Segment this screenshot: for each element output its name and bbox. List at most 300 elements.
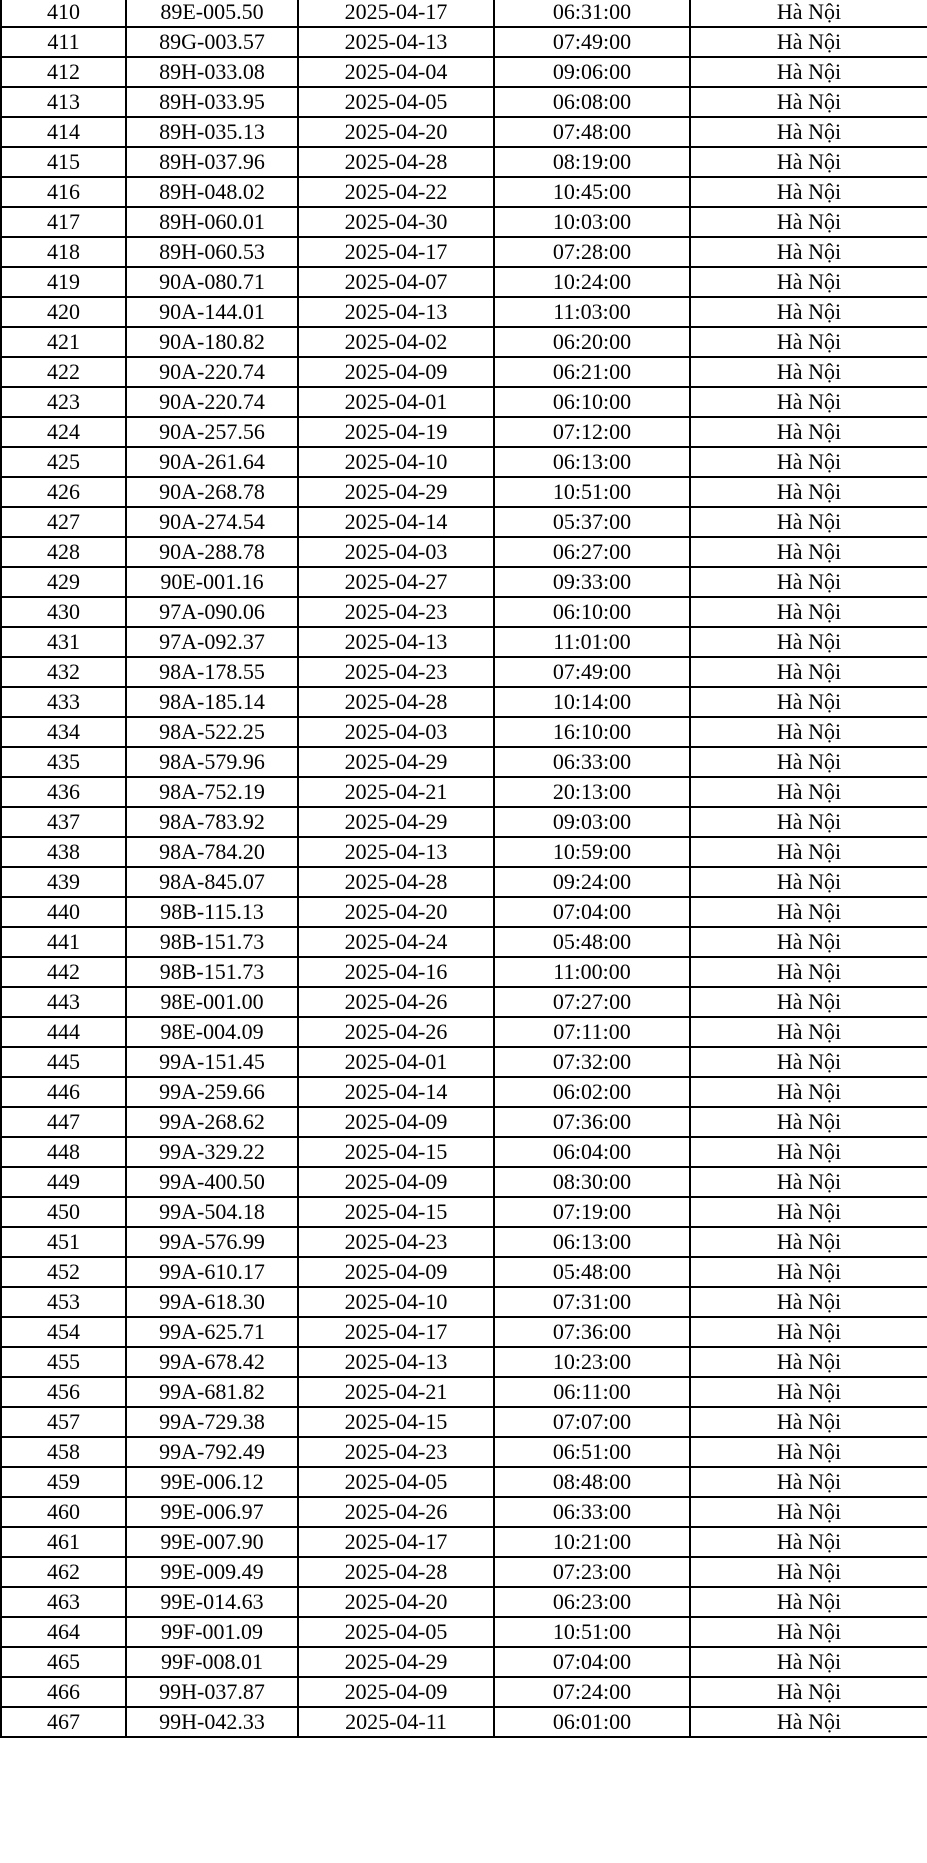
location-cell: Hà Nội [690, 327, 927, 357]
location-cell: Hà Nội [690, 0, 927, 27]
time-cell: 06:11:00 [494, 1377, 690, 1407]
plate-number-cell: 98A-752.19 [126, 777, 298, 807]
table-row [1, 597, 927, 627]
time-cell: 08:48:00 [494, 1467, 690, 1497]
time-cell: 07:36:00 [494, 1317, 690, 1347]
table-row [1, 477, 927, 507]
date-cell: 2025-04-19 [298, 417, 494, 447]
row-number-cell: 422 [1, 357, 126, 387]
time-cell: 07:49:00 [494, 27, 690, 57]
plate-number-cell: 99E-007.90 [126, 1527, 298, 1557]
date-cell: 2025-04-01 [298, 387, 494, 417]
date-cell: 2025-04-16 [298, 957, 494, 987]
table-row [1, 1107, 927, 1137]
date-cell: 2025-04-23 [298, 597, 494, 627]
location-cell: Hà Nội [690, 1347, 927, 1377]
location-cell: Hà Nội [690, 537, 927, 567]
row-number-cell: 458 [1, 1437, 126, 1467]
table-row [1, 417, 927, 447]
plate-number-cell: 89H-060.53 [126, 237, 298, 267]
time-cell: 07:24:00 [494, 1677, 690, 1707]
location-cell: Hà Nội [690, 1197, 927, 1227]
plate-number-cell: 90A-220.74 [126, 387, 298, 417]
row-number-cell: 432 [1, 657, 126, 687]
time-cell: 07:19:00 [494, 1197, 690, 1227]
row-number-cell: 449 [1, 1167, 126, 1197]
row-number-cell: 437 [1, 807, 126, 837]
table-row [1, 327, 927, 357]
plate-number-cell: 99A-625.71 [126, 1317, 298, 1347]
location-cell: Hà Nội [690, 507, 927, 537]
date-cell: 2025-04-26 [298, 1497, 494, 1527]
location-cell: Hà Nội [690, 657, 927, 687]
time-cell: 07:48:00 [494, 117, 690, 147]
plate-number-cell: 90A-220.74 [126, 357, 298, 387]
location-cell: Hà Nội [690, 87, 927, 117]
location-cell: Hà Nội [690, 897, 927, 927]
table-row [1, 837, 927, 867]
row-number-cell: 463 [1, 1587, 126, 1617]
location-cell: Hà Nội [690, 1227, 927, 1257]
row-number-cell: 424 [1, 417, 126, 447]
time-cell: 07:04:00 [494, 1647, 690, 1677]
table-row [1, 537, 927, 567]
plate-number-cell: 98B-151.73 [126, 927, 298, 957]
date-cell: 2025-04-07 [298, 267, 494, 297]
plate-number-cell: 98B-115.13 [126, 897, 298, 927]
time-cell: 11:00:00 [494, 957, 690, 987]
time-cell: 07:49:00 [494, 657, 690, 687]
location-cell: Hà Nội [690, 1437, 927, 1467]
date-cell: 2025-04-05 [298, 1467, 494, 1497]
date-cell: 2025-04-30 [298, 207, 494, 237]
location-cell: Hà Nội [690, 1467, 927, 1497]
row-number-cell: 433 [1, 687, 126, 717]
table-row [1, 1317, 927, 1347]
date-cell: 2025-04-17 [298, 1317, 494, 1347]
row-number-cell: 412 [1, 57, 126, 87]
plate-number-cell: 99A-729.38 [126, 1407, 298, 1437]
plate-number-cell: 98E-004.09 [126, 1017, 298, 1047]
table-row [1, 1437, 927, 1467]
table-row [1, 207, 927, 237]
date-cell: 2025-04-28 [298, 687, 494, 717]
date-cell: 2025-04-28 [298, 1557, 494, 1587]
date-cell: 2025-04-13 [298, 1347, 494, 1377]
date-cell: 2025-04-14 [298, 1077, 494, 1107]
plate-number-cell: 89H-060.01 [126, 207, 298, 237]
date-cell: 2025-04-03 [298, 537, 494, 567]
row-number-cell: 442 [1, 957, 126, 987]
date-cell: 2025-04-10 [298, 1287, 494, 1317]
time-cell: 06:23:00 [494, 1587, 690, 1617]
time-cell: 10:24:00 [494, 267, 690, 297]
row-number-cell: 467 [1, 1707, 126, 1737]
location-cell: Hà Nội [690, 597, 927, 627]
location-cell: Hà Nội [690, 627, 927, 657]
time-cell: 09:33:00 [494, 567, 690, 597]
location-cell: Hà Nội [690, 1287, 927, 1317]
plate-number-cell: 98A-845.07 [126, 867, 298, 897]
location-cell: Hà Nội [690, 987, 927, 1017]
table-row [1, 1647, 927, 1677]
date-cell: 2025-04-29 [298, 747, 494, 777]
date-cell: 2025-04-14 [298, 507, 494, 537]
table-row [1, 1617, 927, 1647]
plate-number-cell: 99E-006.97 [126, 1497, 298, 1527]
plate-number-cell: 90E-001.16 [126, 567, 298, 597]
time-cell: 10:51:00 [494, 477, 690, 507]
row-number-cell: 414 [1, 117, 126, 147]
location-cell: Hà Nội [690, 1527, 927, 1557]
plate-number-cell: 98A-579.96 [126, 747, 298, 777]
time-cell: 10:14:00 [494, 687, 690, 717]
date-cell: 2025-04-13 [298, 627, 494, 657]
time-cell: 08:19:00 [494, 147, 690, 177]
location-cell: Hà Nội [690, 567, 927, 597]
table-row [1, 387, 927, 417]
date-cell: 2025-04-15 [298, 1137, 494, 1167]
time-cell: 06:27:00 [494, 537, 690, 567]
date-cell: 2025-04-05 [298, 1617, 494, 1647]
table-row [1, 1467, 927, 1497]
table-row [1, 777, 927, 807]
table-row [1, 177, 927, 207]
row-number-cell: 419 [1, 267, 126, 297]
location-cell: Hà Nội [690, 297, 927, 327]
table-row [1, 567, 927, 597]
date-cell: 2025-04-24 [298, 927, 494, 957]
time-cell: 05:48:00 [494, 927, 690, 957]
plate-number-cell: 99H-042.33 [126, 1707, 298, 1737]
location-cell: Hà Nội [690, 1707, 927, 1737]
date-cell: 2025-04-23 [298, 1437, 494, 1467]
plate-number-cell: 89H-033.95 [126, 87, 298, 117]
date-cell: 2025-04-17 [298, 0, 494, 27]
date-cell: 2025-04-20 [298, 117, 494, 147]
row-number-cell: 418 [1, 237, 126, 267]
location-cell: Hà Nội [690, 1497, 927, 1527]
location-cell: Hà Nội [690, 1647, 927, 1677]
table-row [1, 147, 927, 177]
date-cell: 2025-04-09 [298, 1677, 494, 1707]
row-number-cell: 415 [1, 147, 126, 177]
time-cell: 05:48:00 [494, 1257, 690, 1287]
row-number-cell: 425 [1, 447, 126, 477]
table-row [1, 867, 927, 897]
location-cell: Hà Nội [690, 237, 927, 267]
location-cell: Hà Nội [690, 867, 927, 897]
table-body [1, 0, 927, 1737]
time-cell: 07:11:00 [494, 1017, 690, 1047]
date-cell: 2025-04-05 [298, 87, 494, 117]
table-row [1, 747, 927, 777]
row-number-cell: 444 [1, 1017, 126, 1047]
table-row [1, 1497, 927, 1527]
row-number-cell: 455 [1, 1347, 126, 1377]
date-cell: 2025-04-13 [298, 27, 494, 57]
plate-number-cell: 89H-048.02 [126, 177, 298, 207]
location-cell: Hà Nội [690, 1377, 927, 1407]
plate-number-cell: 90A-268.78 [126, 477, 298, 507]
table-row [1, 117, 927, 147]
table-row [1, 957, 927, 987]
plate-number-cell: 98A-783.92 [126, 807, 298, 837]
time-cell: 06:20:00 [494, 327, 690, 357]
plate-number-cell: 89G-003.57 [126, 27, 298, 57]
table-row [1, 657, 927, 687]
table-row [1, 27, 927, 57]
location-cell: Hà Nội [690, 387, 927, 417]
plate-number-cell: 89H-035.13 [126, 117, 298, 147]
location-cell: Hà Nội [690, 927, 927, 957]
table-row [1, 1587, 927, 1617]
row-number-cell: 431 [1, 627, 126, 657]
date-cell: 2025-04-22 [298, 177, 494, 207]
date-cell: 2025-04-29 [298, 1647, 494, 1677]
plate-number-cell: 89H-037.96 [126, 147, 298, 177]
table-row [1, 1377, 927, 1407]
row-number-cell: 456 [1, 1377, 126, 1407]
time-cell: 10:21:00 [494, 1527, 690, 1557]
location-cell: Hà Nội [690, 1407, 927, 1437]
plate-number-cell: 99E-006.12 [126, 1467, 298, 1497]
table-row [1, 507, 927, 537]
row-number-cell: 454 [1, 1317, 126, 1347]
time-cell: 09:24:00 [494, 867, 690, 897]
date-cell: 2025-04-21 [298, 777, 494, 807]
time-cell: 20:13:00 [494, 777, 690, 807]
table-row [1, 1047, 927, 1077]
date-cell: 2025-04-11 [298, 1707, 494, 1737]
location-cell: Hà Nội [690, 1587, 927, 1617]
date-cell: 2025-04-09 [298, 1167, 494, 1197]
table-row [1, 0, 927, 27]
location-cell: Hà Nội [690, 807, 927, 837]
time-cell: 05:37:00 [494, 507, 690, 537]
table-row [1, 687, 927, 717]
table-row [1, 297, 927, 327]
location-cell: Hà Nội [690, 957, 927, 987]
table-row [1, 807, 927, 837]
date-cell: 2025-04-01 [298, 1047, 494, 1077]
time-cell: 10:45:00 [494, 177, 690, 207]
date-cell: 2025-04-03 [298, 717, 494, 747]
plate-number-cell: 90A-274.54 [126, 507, 298, 537]
time-cell: 07:04:00 [494, 897, 690, 927]
date-cell: 2025-04-21 [298, 1377, 494, 1407]
location-cell: Hà Nội [690, 1617, 927, 1647]
row-number-cell: 466 [1, 1677, 126, 1707]
date-cell: 2025-04-09 [298, 357, 494, 387]
date-cell: 2025-04-17 [298, 1527, 494, 1557]
plate-number-cell: 99A-610.17 [126, 1257, 298, 1287]
table-row [1, 1137, 927, 1167]
location-cell: Hà Nội [690, 207, 927, 237]
table-row [1, 927, 927, 957]
row-number-cell: 445 [1, 1047, 126, 1077]
time-cell: 08:30:00 [494, 1167, 690, 1197]
location-cell: Hà Nội [690, 267, 927, 297]
date-cell: 2025-04-09 [298, 1257, 494, 1287]
row-number-cell: 448 [1, 1137, 126, 1167]
date-cell: 2025-04-28 [298, 147, 494, 177]
location-cell: Hà Nội [690, 687, 927, 717]
row-number-cell: 464 [1, 1617, 126, 1647]
date-cell: 2025-04-29 [298, 807, 494, 837]
time-cell: 16:10:00 [494, 717, 690, 747]
plate-number-cell: 99E-014.63 [126, 1587, 298, 1617]
location-cell: Hà Nội [690, 1167, 927, 1197]
location-cell: Hà Nội [690, 1557, 927, 1587]
row-number-cell: 436 [1, 777, 126, 807]
location-cell: Hà Nội [690, 57, 927, 87]
plate-number-cell: 90A-144.01 [126, 297, 298, 327]
row-number-cell: 459 [1, 1467, 126, 1497]
plate-number-cell: 99F-001.09 [126, 1617, 298, 1647]
row-number-cell: 410 [1, 0, 126, 27]
date-cell: 2025-04-23 [298, 657, 494, 687]
table-row [1, 57, 927, 87]
table-row [1, 1407, 927, 1437]
plate-number-cell: 99A-678.42 [126, 1347, 298, 1377]
plate-number-cell: 89E-005.50 [126, 0, 298, 27]
row-number-cell: 451 [1, 1227, 126, 1257]
table-row [1, 1557, 927, 1587]
table-row [1, 1527, 927, 1557]
location-cell: Hà Nội [690, 117, 927, 147]
plate-number-cell: 99A-504.18 [126, 1197, 298, 1227]
plate-number-cell: 99H-037.87 [126, 1677, 298, 1707]
date-cell: 2025-04-23 [298, 1227, 494, 1257]
plate-number-cell: 99A-792.49 [126, 1437, 298, 1467]
time-cell: 10:59:00 [494, 837, 690, 867]
row-number-cell: 461 [1, 1527, 126, 1557]
time-cell: 07:32:00 [494, 1047, 690, 1077]
row-number-cell: 450 [1, 1197, 126, 1227]
table-row [1, 237, 927, 267]
location-cell: Hà Nội [690, 1107, 927, 1137]
table-row [1, 1197, 927, 1227]
time-cell: 07:31:00 [494, 1287, 690, 1317]
time-cell: 06:31:00 [494, 0, 690, 27]
time-cell: 10:51:00 [494, 1617, 690, 1647]
date-cell: 2025-04-20 [298, 897, 494, 927]
time-cell: 06:21:00 [494, 357, 690, 387]
row-number-cell: 434 [1, 717, 126, 747]
row-number-cell: 452 [1, 1257, 126, 1287]
table-row [1, 987, 927, 1017]
date-cell: 2025-04-27 [298, 567, 494, 597]
row-number-cell: 430 [1, 597, 126, 627]
plate-number-cell: 97A-092.37 [126, 627, 298, 657]
date-cell: 2025-04-04 [298, 57, 494, 87]
location-cell: Hà Nội [690, 777, 927, 807]
plate-number-cell: 89H-033.08 [126, 57, 298, 87]
row-number-cell: 462 [1, 1557, 126, 1587]
table-row [1, 1287, 927, 1317]
row-number-cell: 420 [1, 297, 126, 327]
time-cell: 06:01:00 [494, 1707, 690, 1737]
table-row [1, 1257, 927, 1287]
table-row [1, 357, 927, 387]
row-number-cell: 443 [1, 987, 126, 1017]
table-row [1, 1167, 927, 1197]
date-cell: 2025-04-15 [298, 1197, 494, 1227]
plate-number-cell: 99F-008.01 [126, 1647, 298, 1677]
location-cell: Hà Nội [690, 1017, 927, 1047]
time-cell: 07:12:00 [494, 417, 690, 447]
time-cell: 06:02:00 [494, 1077, 690, 1107]
row-number-cell: 447 [1, 1107, 126, 1137]
row-number-cell: 428 [1, 537, 126, 567]
time-cell: 07:23:00 [494, 1557, 690, 1587]
date-cell: 2025-04-02 [298, 327, 494, 357]
date-cell: 2025-04-17 [298, 237, 494, 267]
plate-number-cell: 99A-681.82 [126, 1377, 298, 1407]
plate-number-cell: 98A-185.14 [126, 687, 298, 717]
plate-number-cell: 98E-001.00 [126, 987, 298, 1017]
row-number-cell: 423 [1, 387, 126, 417]
date-cell: 2025-04-13 [298, 837, 494, 867]
location-cell: Hà Nội [690, 747, 927, 777]
location-cell: Hà Nội [690, 717, 927, 747]
table-row [1, 267, 927, 297]
location-cell: Hà Nội [690, 357, 927, 387]
time-cell: 11:01:00 [494, 627, 690, 657]
row-number-cell: 439 [1, 867, 126, 897]
plate-number-cell: 99A-400.50 [126, 1167, 298, 1197]
time-cell: 07:27:00 [494, 987, 690, 1017]
date-cell: 2025-04-15 [298, 1407, 494, 1437]
location-cell: Hà Nội [690, 477, 927, 507]
row-number-cell: 435 [1, 747, 126, 777]
location-cell: Hà Nội [690, 1257, 927, 1287]
time-cell: 06:10:00 [494, 387, 690, 417]
date-cell: 2025-04-09 [298, 1107, 494, 1137]
location-cell: Hà Nội [690, 1047, 927, 1077]
location-cell: Hà Nội [690, 837, 927, 867]
time-cell: 06:13:00 [494, 1227, 690, 1257]
plate-number-cell: 97A-090.06 [126, 597, 298, 627]
row-number-cell: 421 [1, 327, 126, 357]
time-cell: 07:28:00 [494, 237, 690, 267]
plate-number-cell: 99A-259.66 [126, 1077, 298, 1107]
location-cell: Hà Nội [690, 1317, 927, 1347]
plate-number-cell: 90A-257.56 [126, 417, 298, 447]
date-cell: 2025-04-29 [298, 477, 494, 507]
row-number-cell: 429 [1, 567, 126, 597]
row-number-cell: 411 [1, 27, 126, 57]
time-cell: 06:10:00 [494, 597, 690, 627]
row-number-cell: 427 [1, 507, 126, 537]
row-number-cell: 453 [1, 1287, 126, 1317]
date-cell: 2025-04-26 [298, 1017, 494, 1047]
plate-number-cell: 99A-268.62 [126, 1107, 298, 1137]
time-cell: 06:04:00 [494, 1137, 690, 1167]
time-cell: 11:03:00 [494, 297, 690, 327]
date-cell: 2025-04-13 [298, 297, 494, 327]
row-number-cell: 460 [1, 1497, 126, 1527]
table-row [1, 1707, 927, 1737]
plate-number-cell: 98A-784.20 [126, 837, 298, 867]
plate-number-cell: 98A-522.25 [126, 717, 298, 747]
time-cell: 06:33:00 [494, 747, 690, 777]
table-row [1, 447, 927, 477]
plate-number-cell: 90A-288.78 [126, 537, 298, 567]
time-cell: 09:06:00 [494, 57, 690, 87]
location-cell: Hà Nội [690, 27, 927, 57]
